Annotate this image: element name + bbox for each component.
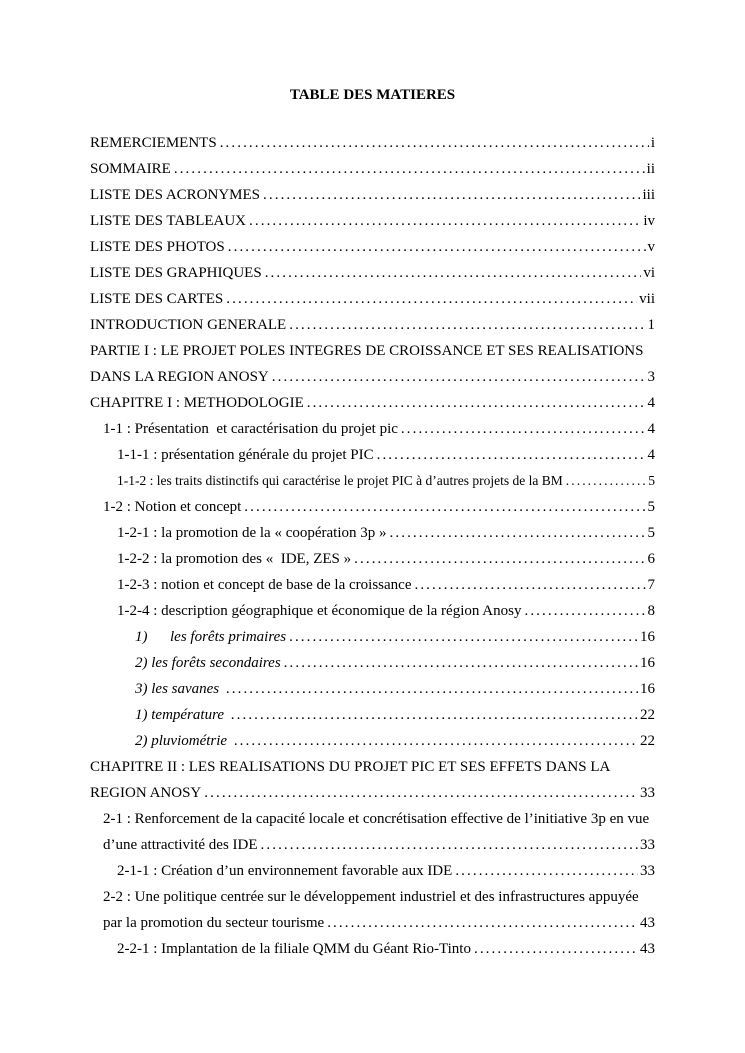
toc-entry <box>90 806 655 858</box>
toc-leader-dots <box>263 182 640 208</box>
toc-entry-last-line <box>90 390 655 416</box>
toc-entry-last-line <box>90 312 655 338</box>
toc-page-number: 8 <box>647 603 655 619</box>
toc-page-number: 3 <box>647 369 655 385</box>
page-title: TABLE DES MATIERES <box>289 87 456 103</box>
toc-entry <box>90 416 655 442</box>
toc-entry <box>90 494 655 520</box>
toc-leader-dots <box>474 936 638 962</box>
toc-entry-last-line <box>90 780 655 806</box>
toc-entry-label: 1-1-2 : les traits distinctifs qui caractérise le projet PIC à d’autres projets de la BM <box>117 473 563 488</box>
toc-entry <box>90 442 655 468</box>
toc-leader-dots <box>261 832 638 858</box>
toc-entry <box>90 468 655 494</box>
toc-page-number: 5 <box>647 525 655 541</box>
toc-entry-label: REGION ANOSY <box>90 785 202 801</box>
toc-entry-last-line <box>103 832 655 858</box>
toc-leader-dots <box>226 676 638 702</box>
toc-entry-last-line <box>117 858 655 884</box>
toc-entry-last-line <box>135 702 655 728</box>
toc-leader-dots <box>244 494 645 520</box>
toc-leader-dots <box>377 442 646 468</box>
toc-page-number: 4 <box>647 421 655 437</box>
toc-leader-dots <box>354 546 645 572</box>
toc-entry <box>90 702 655 728</box>
toc-leader-dots <box>289 624 638 650</box>
toc-entry <box>90 676 655 702</box>
toc-entry-label: 1-2 : Notion et concept <box>103 499 242 515</box>
toc-leader-dots <box>566 468 646 494</box>
toc-page-number: iv <box>643 213 655 229</box>
toc-entry-last-line <box>117 468 655 494</box>
toc-leader-dots <box>234 728 638 754</box>
toc-entry-label: SOMMAIRE <box>90 161 171 177</box>
toc-entry-label: 1-1-1 : présentation générale du projet PIC <box>117 447 374 463</box>
toc-page-number: 43 <box>640 941 655 957</box>
toc-entry <box>90 572 655 598</box>
toc-page-number: iii <box>642 187 655 203</box>
toc-entry-last-line <box>117 572 655 598</box>
toc-leader-dots <box>414 572 645 598</box>
toc-leader-dots <box>265 260 642 286</box>
toc-entry-label: LISTE DES ACRONYMES <box>90 187 261 203</box>
toc-entry-label: LISTE DES CARTES <box>90 291 224 307</box>
toc-leader-dots <box>401 416 646 442</box>
toc-entry-last-line <box>135 676 655 702</box>
toc-page-number: v <box>647 239 655 255</box>
toc-leader-dots <box>226 286 637 312</box>
toc-entry-label: 1) les forêts primaires <box>135 629 287 645</box>
toc-entry-last-line <box>103 910 655 936</box>
toc-entry-label: 2-1-1 : Création d’un environnement favorable aux IDE <box>117 863 453 879</box>
toc-entry-label: 2-2-1 : Implantation de la filiale QMM du Géant Rio-Tinto <box>117 941 471 957</box>
toc-entry-last-line <box>103 494 655 520</box>
toc-entry <box>90 624 655 650</box>
toc-entry-last-line <box>117 442 655 468</box>
toc-page-number: 1 <box>647 317 655 333</box>
toc-entry-label: 1) température <box>135 707 228 723</box>
toc-entry <box>90 182 655 208</box>
toc-entry-label: 2) pluviométrie <box>135 733 231 749</box>
toc-entry-last-line <box>103 416 655 442</box>
toc-leader-dots <box>204 780 638 806</box>
toc-page-number: 22 <box>640 733 655 749</box>
toc-leader-dots <box>455 858 638 884</box>
toc-entry-label: INTRODUCTION GENERALE <box>90 317 287 333</box>
toc-entry-label: CHAPITRE I : METHODOLOGIE <box>90 395 304 411</box>
toc-page-number: 16 <box>640 629 655 645</box>
toc-entry <box>90 858 655 884</box>
toc-page-number: 7 <box>647 577 655 593</box>
toc-entry-label: LISTE DES TABLEAUX <box>90 213 247 229</box>
toc-page-number: i <box>650 135 655 151</box>
toc-entry-label: DANS LA REGION ANOSY <box>90 369 269 385</box>
toc-leader-dots <box>307 390 646 416</box>
toc-page-number: vi <box>643 265 655 281</box>
toc-leader-dots <box>524 598 645 624</box>
toc-entry-last-line <box>90 208 655 234</box>
toc-entry <box>90 728 655 754</box>
toc-page-number: ii <box>646 161 655 177</box>
toc-page-number: 33 <box>640 837 655 853</box>
toc-entry <box>90 260 655 286</box>
toc-entry-label: 1-1 : Présentation et caractérisation du projet pic <box>103 421 398 437</box>
toc-page-number: vii <box>639 291 655 307</box>
toc-entry <box>90 234 655 260</box>
toc-entry-last-line <box>117 936 655 962</box>
toc-page-number: 5 <box>648 473 655 488</box>
toc-entry-label: par la promotion du secteur tourisme <box>103 915 325 931</box>
toc-entry <box>90 338 655 390</box>
toc-entry-last-line <box>90 182 655 208</box>
toc-page-number: 4 <box>647 395 655 411</box>
toc-entry-label: 1-2-3 : notion et concept de base de la croissance <box>117 577 412 593</box>
toc-entry-label: d’une attractivité des IDE <box>103 837 258 853</box>
toc-entry-last-line <box>117 546 655 572</box>
toc-entry <box>90 286 655 312</box>
toc-entry-last-line <box>135 650 655 676</box>
toc-page-number: 16 <box>640 655 655 671</box>
toc-entry-label: 1-2-4 : description géographique et économique de la région Anosy <box>117 603 522 619</box>
toc-entry-text-line: 2-2 : Une politique centrée sur le développement industriel et des infrastructures appuyée <box>103 889 639 905</box>
toc-leader-dots <box>272 364 646 390</box>
toc-entry <box>90 390 655 416</box>
toc-entry-last-line <box>117 520 655 546</box>
toc-entry-last-line <box>90 286 655 312</box>
toc-leader-dots <box>174 156 645 182</box>
toc-entry <box>90 520 655 546</box>
toc-entry <box>90 754 655 806</box>
toc-entry-label: 1-2-1 : la promotion de la « coopération 3p » <box>117 525 387 541</box>
toc-entry <box>90 130 655 156</box>
toc-entry-last-line <box>117 598 655 624</box>
toc-entry <box>90 884 655 936</box>
toc-leader-dots <box>249 208 641 234</box>
toc-leader-dots <box>231 702 638 728</box>
toc-entry-text-line: 2-1 : Renforcement de la capacité locale et concrétisation effective de l’initiative 3p en vue <box>103 811 650 827</box>
toc-leader-dots <box>284 650 638 676</box>
toc-page-number: 16 <box>640 681 655 697</box>
toc-entry-text-line: PARTIE I : LE PROJET POLES INTEGRES DE CROISSANCE ET SES REALISATIONS <box>90 343 644 359</box>
toc-entry <box>90 936 655 962</box>
toc-entry <box>90 208 655 234</box>
toc-page-number: 33 <box>640 785 655 801</box>
toc-entry <box>90 650 655 676</box>
toc-page-number: 43 <box>640 915 655 931</box>
toc-page-number: 6 <box>647 551 655 567</box>
toc-entry <box>90 546 655 572</box>
toc-entry-label: 3) les savanes <box>135 681 223 697</box>
toc-entry <box>90 156 655 182</box>
toc-page-number: 5 <box>647 499 655 515</box>
toc-page-number: 22 <box>640 707 655 723</box>
toc-entry-last-line <box>90 364 655 390</box>
toc-entry <box>90 598 655 624</box>
toc-leader-dots <box>390 520 646 546</box>
toc-entry <box>90 312 655 338</box>
toc-leader-dots <box>289 312 645 338</box>
toc-page-number: 33 <box>640 863 655 879</box>
toc-entry-label: 2) les forêts secondaires <box>135 655 281 671</box>
toc-entry-last-line <box>90 130 655 156</box>
toc-entry-label: LISTE DES PHOTOS <box>90 239 225 255</box>
toc-entry-label: REMERCIEMENTS <box>90 135 217 151</box>
toc-entry-last-line <box>90 260 655 286</box>
toc-entry-last-line <box>90 156 655 182</box>
toc-page-number: 4 <box>647 447 655 463</box>
toc-list <box>90 130 655 962</box>
toc-entry-last-line <box>135 728 655 754</box>
toc-entry-label: LISTE DES GRAPHIQUES <box>90 265 262 281</box>
toc-entry-last-line <box>135 624 655 650</box>
toc-entry-last-line <box>90 234 655 260</box>
toc-entry-label: 1-2-2 : la promotion des « IDE, ZES » <box>117 551 352 567</box>
toc-leader-dots <box>228 234 646 260</box>
toc-leader-dots <box>327 910 638 936</box>
toc-leader-dots <box>220 130 649 156</box>
toc-entry-text-line: CHAPITRE II : LES REALISATIONS DU PROJET PIC ET SES EFFETS DANS LA <box>90 759 611 775</box>
